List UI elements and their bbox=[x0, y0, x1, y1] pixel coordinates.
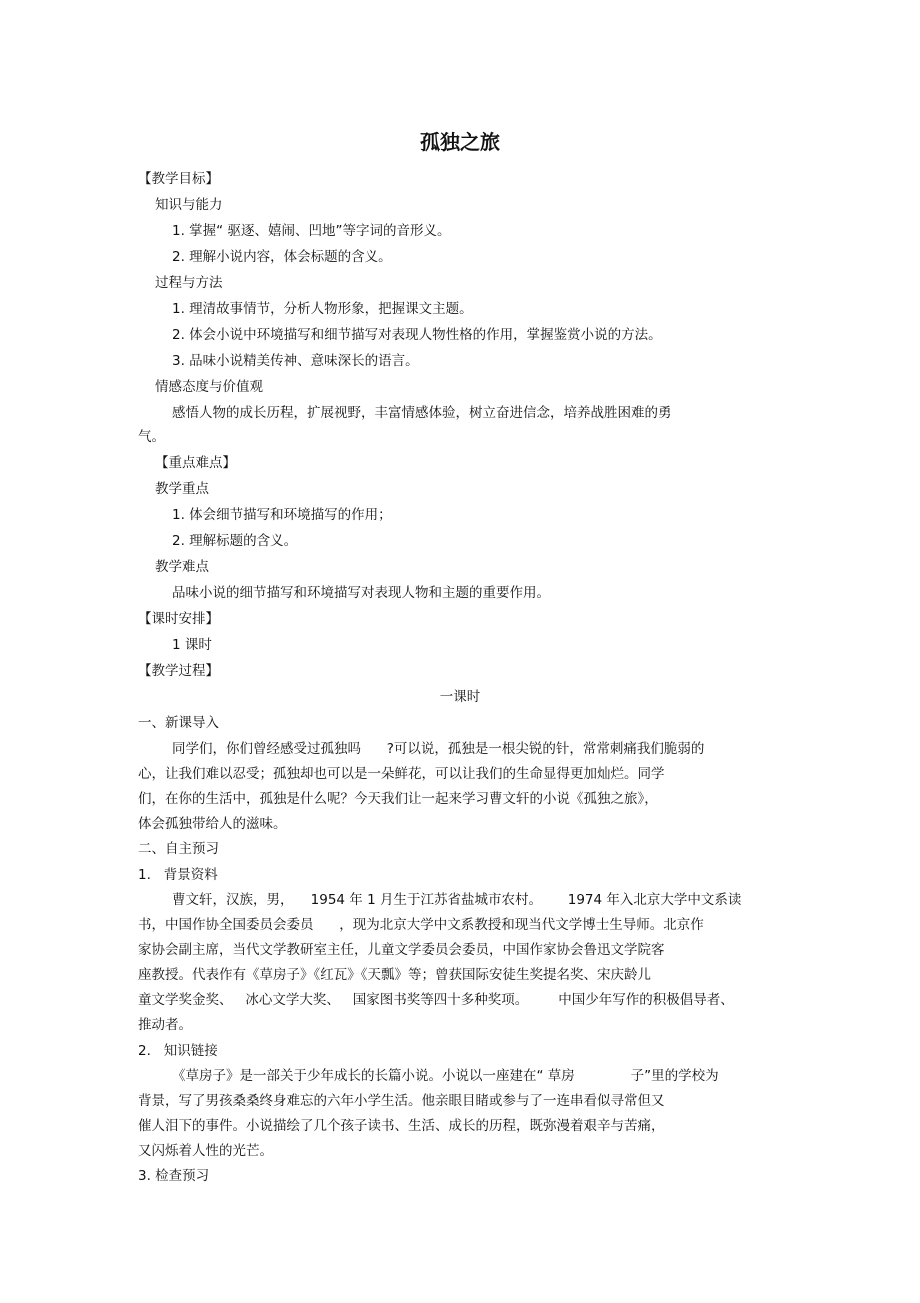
period-label: 一课时 bbox=[439, 689, 481, 705]
teaching-process-heading: 【教学过程】 bbox=[138, 663, 219, 679]
background-heading: 1. 背景资料 bbox=[138, 867, 218, 883]
knowledge-heading: 知识与能力 bbox=[155, 197, 223, 213]
background-line: 曹文轩，汉族，男， 1954 年 1 月生于江苏省盐城市农村。 1974 年入北京大学中文系读 bbox=[172, 892, 742, 908]
objectives-heading: 【教学目标】 bbox=[138, 171, 219, 187]
background-line: 家协会副主席，当代文学教研室主任，儿童文学委员会委员，中国作家协会鲁迅文学院客 bbox=[138, 942, 665, 958]
emotion-text-line: 感悟人物的成长历程，扩展视野，丰富情感体验，树立奋进信念，培养战胜困难的勇 bbox=[172, 405, 672, 421]
intro-line: 们，在你的生活中，孤独是什么呢？今天我们让一起来学习曹文轩的小说《孤独之旅》， bbox=[138, 791, 658, 807]
check-preview-heading: 3. 检查预习 bbox=[138, 1168, 210, 1184]
key-points-heading: 【重点难点】 bbox=[155, 455, 236, 471]
intro-heading: 一、新课导入 bbox=[138, 715, 219, 731]
focus-item: 2. 理解标题的含义。 bbox=[172, 533, 298, 549]
knowledge-link-line: 又闪烁着人性的光芒。 bbox=[138, 1143, 273, 1159]
schedule-heading: 【课时安排】 bbox=[138, 611, 219, 627]
difficulty-heading: 教学难点 bbox=[155, 559, 209, 575]
focus-item: 1. 体会细节描写和环境描写的作用； bbox=[172, 507, 392, 523]
process-item: 2. 体会小说中环境描写和细节描写对表现人物性格的作用，掌握鉴赏小说的方法。 bbox=[172, 327, 662, 343]
difficulty-text: 品味小说的细节描写和环境描写对表现人物和主题的重要作用。 bbox=[172, 585, 550, 601]
process-item: 1. 理清故事情节，分析人物形象，把握课文主题。 bbox=[172, 301, 473, 317]
process-item: 3. 品味小说精美传神、意味深长的语言。 bbox=[172, 353, 419, 369]
background-line: 座教授。代表作有《草房子》《红瓦》《天瓢》等；曾获国际安徒生奖提名奖、宋庆龄儿 bbox=[138, 967, 651, 983]
emotion-text-line: 气。 bbox=[138, 429, 165, 445]
knowledge-item: 1. 掌握“ 驱逐、嬉闹、凹地”等字词的音形义。 bbox=[172, 223, 451, 239]
knowledge-item: 2. 理解小说内容，体会标题的含义。 bbox=[172, 249, 392, 265]
background-line: 推动者。 bbox=[138, 1017, 192, 1033]
knowledge-link-heading: 2. 知识链接 bbox=[138, 1043, 218, 1059]
preview-heading: 二、自主预习 bbox=[138, 841, 219, 857]
intro-line: 心，让我们难以忍受；孤独却也可以是一朵鲜花，可以让我们的生命显得更加灿烂。同学 bbox=[138, 766, 665, 782]
intro-line: 体会孤独带给人的滋味。 bbox=[138, 816, 287, 832]
emotion-heading: 情感态度与价值观 bbox=[155, 379, 263, 395]
intro-line: 同学们，你们曾经感受过孤独吗 ?可以说，孤独是一根尖锐的针，常常刺痛我们脆弱的 bbox=[172, 741, 705, 757]
knowledge-link-line: 催人泪下的事件。小说描绘了几个孩子读书、生活、成长的历程，既弥漫着艰辛与苦痛， bbox=[138, 1118, 665, 1134]
background-line: 书，中国作协全国委员会委员 ，现为北京大学中文系教授和现当代文学博士生导师。北京作 bbox=[138, 917, 704, 933]
schedule-text: 1 课时 bbox=[172, 637, 212, 653]
document-title: 孤独之旅 bbox=[420, 130, 500, 154]
knowledge-link-line: 《草房子》是一部关于少年成长的长篇小说。小说以一座建在“ 草房 子”里的学校为 bbox=[172, 1068, 719, 1084]
process-heading: 过程与方法 bbox=[155, 275, 223, 291]
focus-heading: 教学重点 bbox=[155, 481, 209, 497]
background-line: 童文学奖金奖、 冰心文学大奖、 国家图书奖等四十多种奖项。 中国少年写作的积极倡导者、 bbox=[138, 992, 734, 1008]
knowledge-link-line: 背景，写了男孩桑桑终身难忘的六年小学生活。他亲眼目睹或参与了一连串看似寻常但又 bbox=[138, 1093, 665, 1109]
